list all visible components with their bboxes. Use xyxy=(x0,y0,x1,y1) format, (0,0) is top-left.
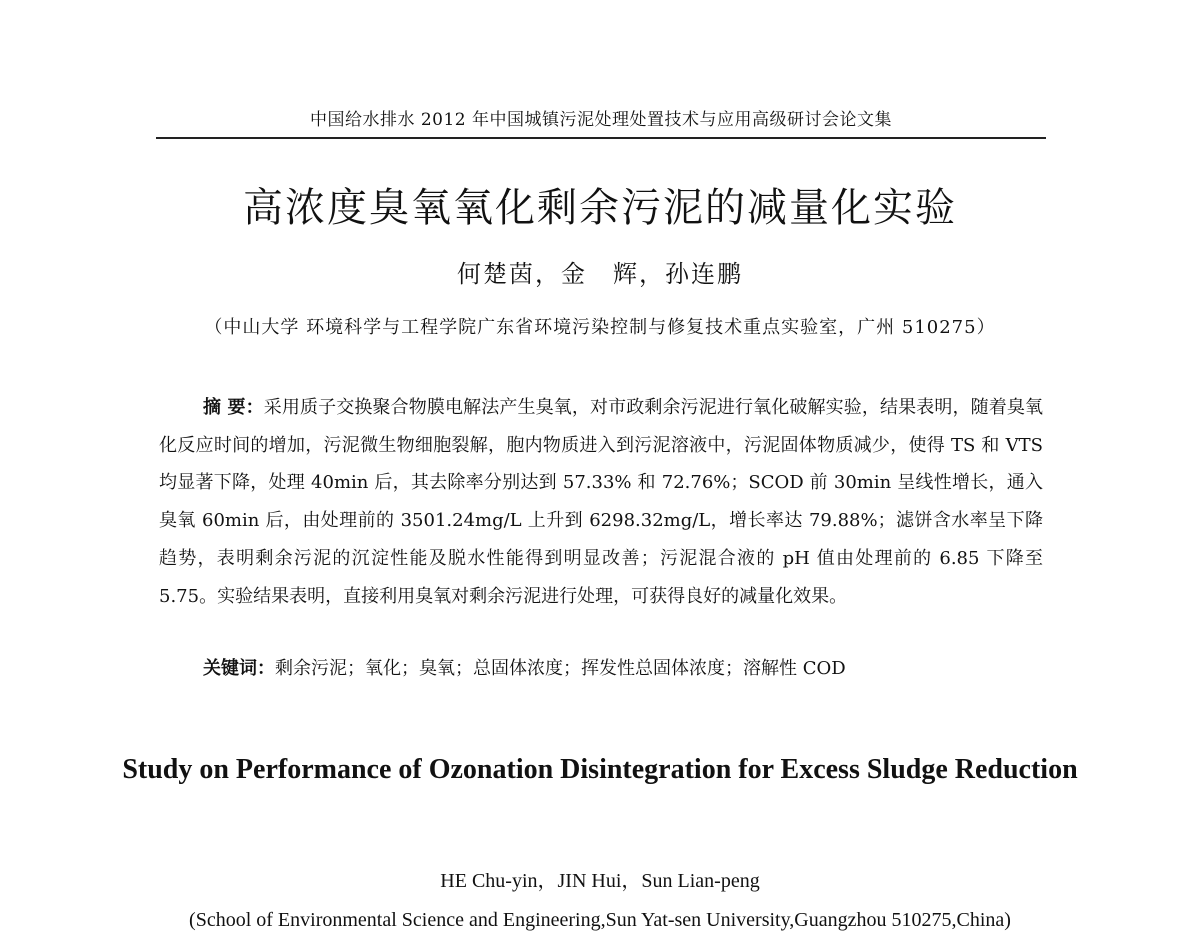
english-affiliation: (School of Environmental Science and Engineering,Sun Yat-sen University,Guangzhou 510275,China) xyxy=(189,909,1011,931)
abstract-label: 摘 要： xyxy=(203,397,264,418)
chinese-affiliation: （中山大学 环境科学与工程学院广东省环境污染控制与修复技术重点实验室，广州 510275） xyxy=(204,317,996,338)
chinese-title: 高浓度臭氧氧化剩余污泥的减量化实验 xyxy=(243,185,957,231)
chinese-authors: 何楚茵，金 辉，孙连鹏 xyxy=(457,260,743,288)
keywords-text: 剩余污泥；氧化；臭氧；总固体浓度；挥发性总固体浓度；溶解性 COD xyxy=(275,658,846,679)
keywords-label: 关键词： xyxy=(203,658,275,679)
english-title: Study on Performance of Ozonation Disintegration for Excess Sludge Reduction xyxy=(122,754,1078,785)
abstract-text: 采用质子交换聚合物膜电解法产生臭氧，对市政剩余污泥进行氧化破解实验，结果表明，随着臭氧化反应时间的增加，污泥微生物细胞裂解，胞内物质进入到污泥溶液中，污泥固体物质减少，使得 TS 和 VTS 均显著下降，处理 40min 后，其去除率分别达到 57.33% 和 72.76%；SCOD 前 30min 呈线性增长，通入臭氧 60min 后，由处理前的 3501.24mg/L 上升到 6298.32mg/L，增长率达 79.88%；滤饼含水率呈下降趋势，表明剩余污泥的沉淀性能及脱水性能得到明显改善；污泥混合液的 pH 值由处理前的 6.85 下降至 5.75。实验结果表明，直接利用臭氧对剩余污泥进行处理，可获得良好的减量化效果。 xyxy=(159,397,1043,607)
running-header: 中国给水排水 2012 年中国城镇污泥处理处置技术与应用高级研讨会论文集 xyxy=(309,110,893,130)
chinese-abstract xyxy=(159,389,1043,615)
english-authors: HE Chu-yin，JIN Hui，Sun Lian-peng xyxy=(440,870,760,892)
header-rule xyxy=(156,137,1046,139)
chinese-keywords xyxy=(159,652,1043,686)
